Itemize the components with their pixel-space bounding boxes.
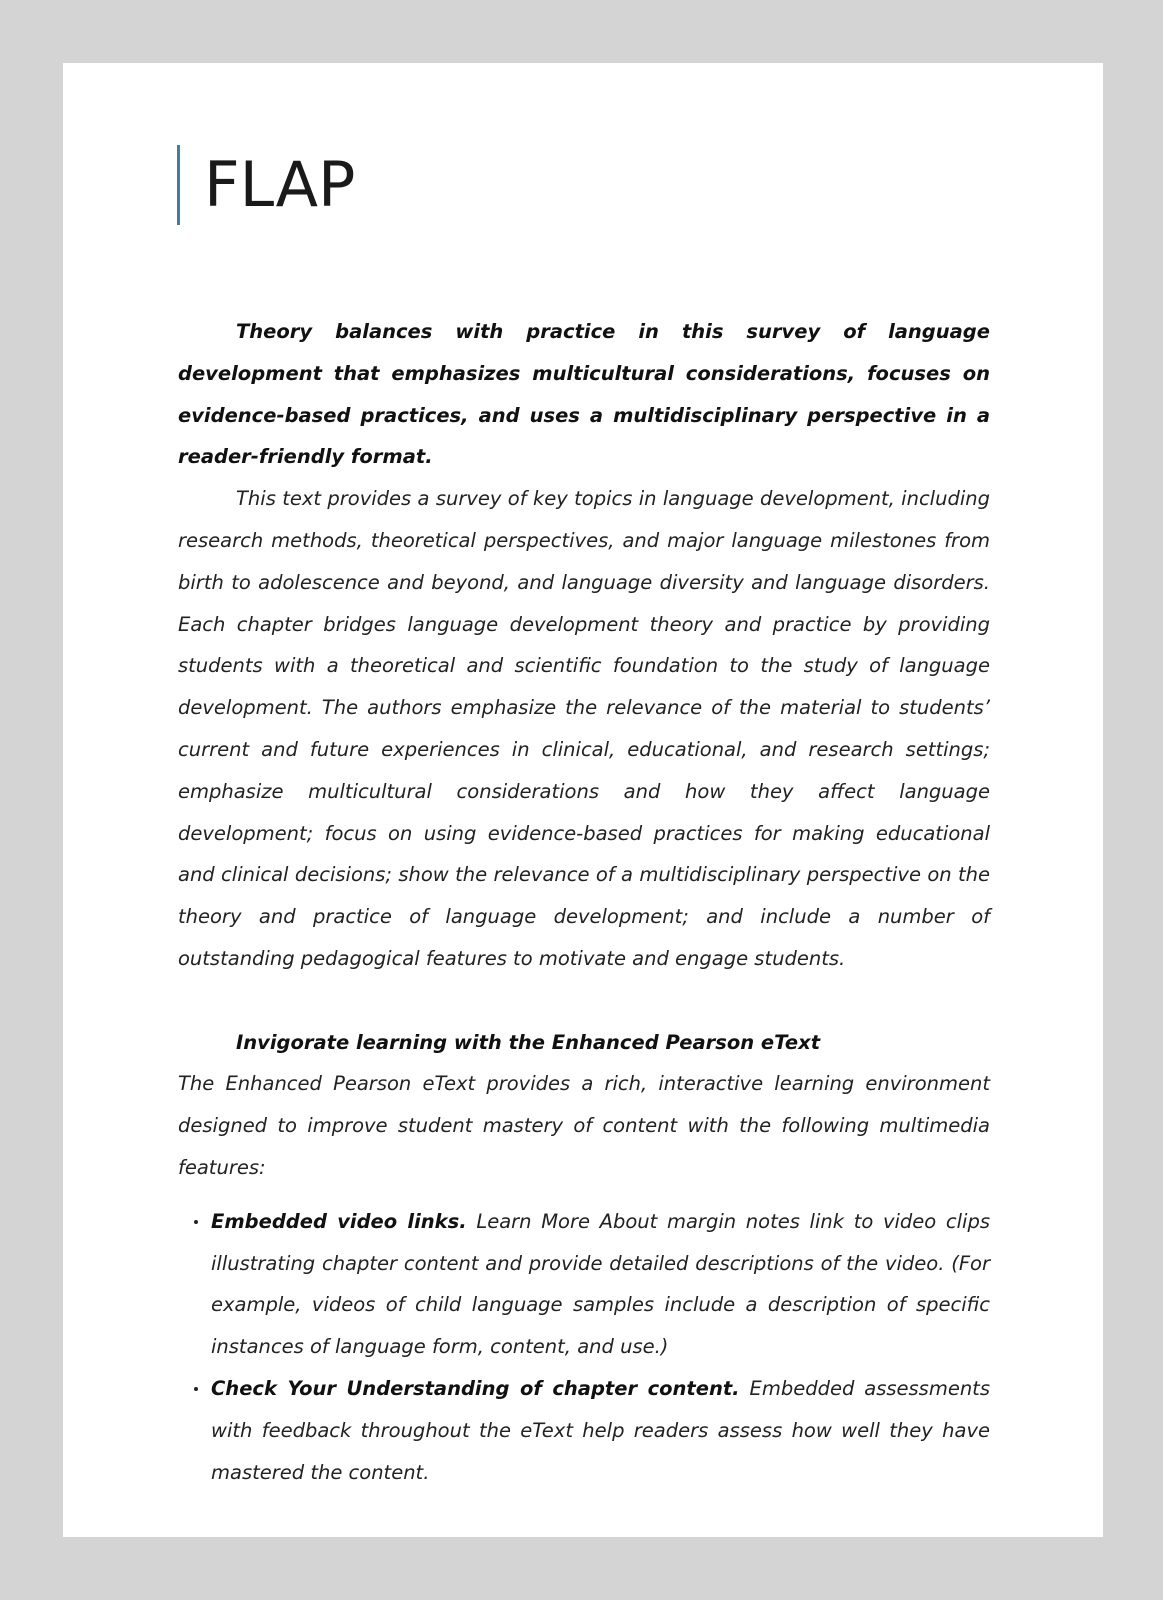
body-text: [178, 311, 990, 1493]
bullet-icon: [194, 1387, 198, 1391]
feature-lead: Embedded video links.: [211, 1209, 467, 1233]
document-page: [63, 63, 1103, 1537]
feature-item: [178, 1201, 990, 1368]
feature-text: Embedded assessments with feedback throughout the eText help readers assess how well they have mastered the content.: [211, 1376, 990, 1484]
paragraph-spacer: [178, 980, 990, 1022]
title-accent-bar: [177, 145, 180, 225]
etext-intro-paragraph: The Enhanced Pearson eText provides a rich, interactive learning environment designed to improve student mastery of content with the following multimedia features:: [178, 1072, 990, 1179]
description-paragraph: This text provides a survey of key topics in language development, including research methods, theoretical perspectives, and major language milestones from birth to adolescence and beyond, and language diversity and language disorders. Each chapter bridges language development theory and practice by providing students with a theoretical and scientific foundation to the study of language development. The authors emphasize the relevance of the material to students’ current and future experiences in clinical, educational, and research settings; emphasize multicultural considerations and how they affect language development; focus on using evidence-based practices for making educational and clinical decisions; show the relevance of a multidisciplinary perspective on the theory and practice of language development; and include a number of outstanding pedagogical features to motivate and engage students.: [178, 487, 990, 970]
feature-text: Learn More About margin notes link to video clips illustrating chapter content and provide detailed descriptions of the video. (For example, videos of child language samples include a description of specific instances of language form, content, and use.): [211, 1209, 990, 1359]
etext-heading: Invigorate learning with the Enhanced Pearson eText: [236, 1030, 821, 1054]
feature-list: [178, 1201, 990, 1494]
page-title: FLAP: [204, 148, 356, 221]
feature-item: [178, 1368, 990, 1493]
feature-lead: Check Your Understanding of chapter content.: [211, 1376, 740, 1400]
intro-paragraph: Theory balances with practice in this survey of language development that emphasizes multicultural considerations, focuses on evidence-based practices, and uses a multidisciplinary perspective in a reader-friendly format.: [178, 320, 990, 469]
bullet-icon: [194, 1220, 198, 1224]
